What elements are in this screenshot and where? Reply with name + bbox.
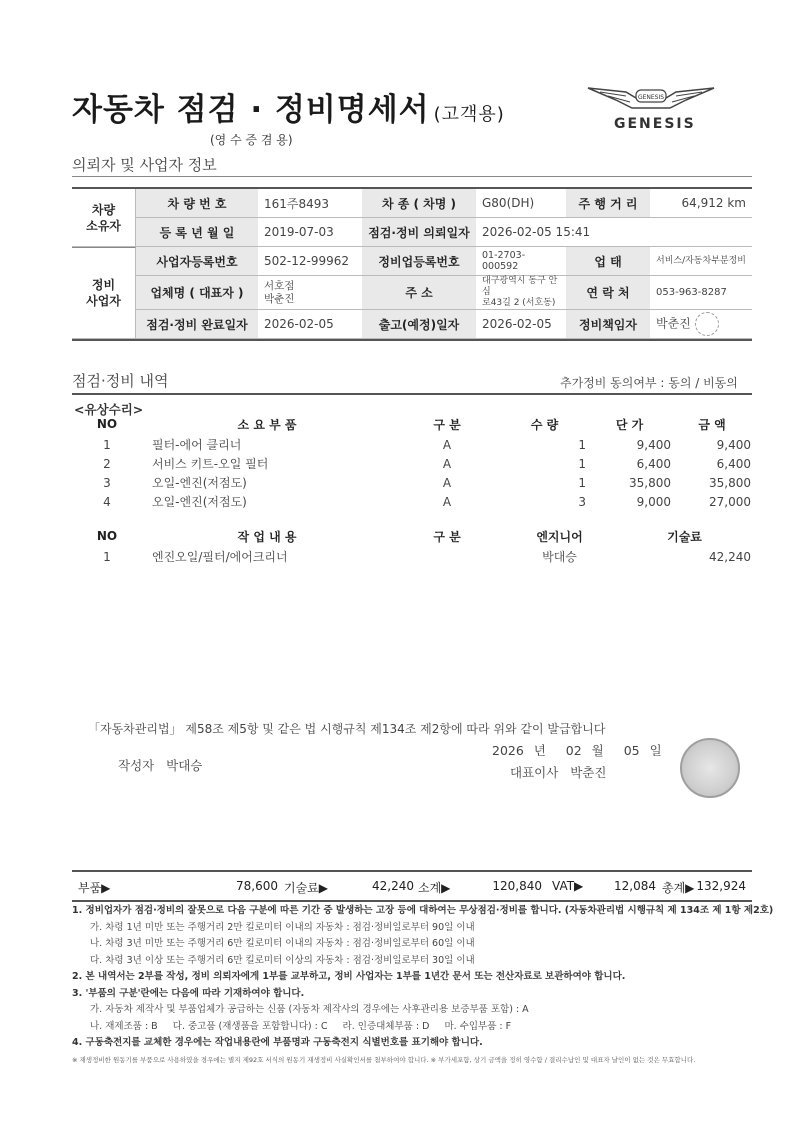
part-type: A: [442, 437, 452, 452]
table-row: [72, 547, 752, 566]
mileage: 64,912 km: [650, 189, 752, 218]
divider: [72, 393, 752, 395]
manager-seal-icon: [695, 312, 719, 336]
work-engineer: 박대승: [542, 550, 577, 564]
table-row: [72, 473, 752, 492]
car-model-label: 차 종 ( 차명 ): [362, 189, 476, 218]
company-cell: [258, 276, 362, 310]
parts-header-no: NO: [96, 417, 118, 431]
part-name: 오일-엔진(저점도): [152, 495, 247, 509]
part-type: A: [442, 456, 452, 471]
representative-line: 대표이사 박춘진: [510, 765, 607, 780]
reg-date: 2019-07-03: [258, 218, 362, 247]
company-seal-icon: [680, 738, 740, 798]
note-2: 2. 본 내역서는 2부를 작성, 정비 의뢰자에게 1부를 교부하고, 정비 사업자는 1부를 1년간 문서 또는 전산자료로 보관하여야 합니다.: [72, 971, 626, 982]
writer-line: 작성자 박대승: [118, 758, 203, 773]
title-main: 자동차 점검 · 정비명세서: [72, 92, 430, 128]
labor-total-value: 42,240: [372, 879, 414, 893]
release-date: 2026-02-05: [476, 310, 566, 339]
part-unit-price: 9,400: [636, 437, 671, 452]
owner-group-label: 차량 소유자: [72, 189, 136, 247]
parts-header-amount: 금 액: [698, 417, 726, 432]
notes: [72, 903, 774, 1066]
part-no: 2: [103, 456, 111, 471]
vat-label: VAT▶: [552, 879, 584, 893]
release-date-label: 출고(예정)일자: [362, 310, 476, 339]
work-no: 1: [103, 549, 111, 564]
part-amount: 6,400: [716, 456, 751, 471]
biz-type: 서비스/자동차부분정비: [650, 247, 752, 276]
part-amount: 27,000: [709, 494, 751, 509]
work-fee: 42,240: [709, 549, 751, 564]
note-1c: 다. 차령 3년 이상 또는 주행거리 6만 킬로미터 이상의 자동차 : 점검·정비일로부터 30일 이내: [90, 954, 475, 966]
part-type: A: [442, 475, 452, 490]
info-table: [72, 187, 752, 341]
manager-name: 박춘진: [656, 316, 691, 331]
part-name: 필터-에어 클리너: [152, 438, 242, 452]
complete-date: 2026-02-05: [258, 310, 362, 339]
subtotal-value: 120,840: [492, 879, 542, 893]
parts-header-unit-price: 단 가: [615, 417, 644, 432]
biz-reg-label: 사업자등록번호: [136, 247, 258, 276]
request-date: 2026-02-05 15:41: [476, 218, 752, 247]
grand-total-label: 총계▶: [662, 881, 695, 895]
labor-total-label: 기술료▶: [284, 881, 329, 895]
repair-reg-number: 01-2703-000592: [476, 247, 566, 276]
contact-label: 연 락 처: [566, 276, 650, 310]
address-cell: [476, 276, 566, 310]
parts-header-type: 구 분: [433, 417, 461, 432]
car-number: 161주8493: [258, 189, 362, 218]
work-table: [72, 525, 752, 566]
part-no: 4: [103, 494, 111, 509]
business-group-label: 정비 사업자: [72, 247, 136, 339]
title-sub: (고객용): [433, 104, 505, 125]
grand-total-value: 132,924: [696, 879, 746, 893]
parts-header-qty: 수 량: [530, 417, 559, 432]
parts-total-value: 78,600: [236, 879, 278, 893]
part-name: 서비스 키트-오일 필터: [152, 457, 269, 471]
section-title-details: 점검·정비 내역: [72, 372, 169, 390]
note-3: 3. '부품의 구분'란에는 다음에 따라 기재하여야 합니다.: [72, 987, 305, 999]
part-no: 3: [103, 475, 111, 490]
biz-type-label: 업 태: [566, 247, 650, 276]
address-line1: 대구광역시 동구 안심: [482, 276, 558, 297]
footnote: ※ 재생정비한 원동기를 부품으로 사용하였을 경우에는 별지 제92호 서식의 원동기 재생정비 사실확인서를 첨부하여야 합니다. ※ 부가세포함, 상기 금액을 정히 영수함 / 결리수납인 및 대표자 날인이 없는 것은 무효합니다.: [72, 1055, 696, 1064]
parts-header-row: [72, 413, 752, 435]
work-header-engineer: 엔지니어: [536, 529, 583, 544]
part-unit-price: 35,800: [629, 475, 671, 490]
repair-reg-label: 정비업등록번호: [362, 247, 476, 276]
legal-statement: 「자동차관리법」 제58조 제5항 및 같은 법 시행규칙 제134조 제2항에 따라 위와 같이 발급합니다: [88, 722, 606, 736]
work-header-no: NO: [96, 529, 118, 543]
extra-consent-note: 추가정비 동의여부 : 동의 / 비동의: [560, 376, 738, 390]
part-amount: 35,800: [709, 475, 751, 490]
divider: [72, 176, 752, 177]
part-amount: 9,400: [716, 437, 751, 452]
biz-reg-number: 502-12-99962: [258, 247, 362, 276]
company-label: 업체명 ( 대표자 ): [136, 276, 258, 310]
part-qty: 3: [578, 494, 586, 509]
parts-header-part: 소 요 부 품: [237, 417, 297, 432]
company-name: 서호점: [264, 279, 295, 292]
reg-date-label: 등 록 년 월 일: [136, 218, 258, 247]
address-label: 주 소: [362, 276, 476, 310]
contact: 053-963-8287: [650, 276, 752, 310]
car-model: G80(DH): [476, 189, 566, 218]
work-header-type: 구 분: [433, 529, 461, 544]
work-header-work: 작 업 내 용: [237, 529, 297, 544]
manager-label: 정비책임자: [566, 310, 650, 339]
parts-table: [72, 413, 752, 511]
note-1b: 나. 차령 3년 미만 또는 주행거리 6만 킬로미터 이내의 자동차 : 점검·정비일로부터 60일 이내: [90, 938, 475, 949]
part-qty: 1: [578, 456, 586, 471]
note-1: 1. 정비업자가 점검·정비의 잘못으로 다음 구분에 따른 기간 중 발생하는 고장 등에 대하여는 무상점검·정비를 합니다. (자동차관리법 시행규칙 제 134조 제 1항 제2호): [72, 905, 774, 916]
note-3b: 나. 재제조품 : B 다. 중고품 (재생품을 포함합니다) : C 라. 인증대체부품 : D 마. 수입부품 : F: [90, 1020, 512, 1032]
work-header-row: [72, 525, 752, 547]
request-date-label: 점검·정비 의뢰일자: [362, 218, 476, 247]
part-qty: 1: [578, 475, 586, 490]
part-name: 오일-엔진(저점도): [152, 476, 247, 490]
table-row: [72, 454, 752, 473]
mileage-label: 주 행 거 리: [566, 189, 650, 218]
document-title: [72, 84, 505, 129]
table-row: [72, 435, 752, 454]
work-header-fee: 기술료: [667, 529, 702, 544]
address-line2: 로43길 2 (서호동): [482, 298, 556, 308]
part-unit-price: 6,400: [636, 456, 671, 471]
vat-value: 12,084: [614, 879, 656, 893]
note-1a: 가. 차령 1년 미만 또는 주행거리 2만 킬로미터 이내의 자동차 : 점검·정비일로부터 90일 이내: [90, 921, 475, 933]
complete-date-label: 점검·정비 완료일자: [136, 310, 258, 339]
logo-badge-text: GENESIS: [637, 94, 665, 101]
paid-repair-subtitle: <유상수리>: [74, 402, 144, 417]
part-no: 1: [103, 437, 111, 452]
work-description: 엔진오일/필터/에어크리너: [152, 550, 288, 564]
manager-cell: [650, 310, 752, 339]
note-3a: 가. 자동차 제작사 및 부품업체가 공급하는 신품 (자동차 제작사의 경우에는 사후관리용 보증부품 포함) : A: [90, 1004, 529, 1015]
receipt-note: (영 수 증 겸 용): [210, 133, 293, 147]
part-qty: 1: [578, 437, 586, 452]
parts-total-label: 부품▶: [78, 881, 111, 895]
note-4: 4. 구동축전지를 교체한 경우에는 작업내용란에 부품명과 구동축전지 식별번호를 표기해야 합니다.: [72, 1037, 483, 1048]
company-rep: 박춘진: [264, 292, 295, 305]
totals-bar: [72, 870, 752, 902]
subtotal-label: 소계▶: [418, 881, 451, 895]
section-title-owner-business: 의뢰자 및 사업자 정보: [72, 156, 217, 174]
part-type: A: [442, 494, 452, 509]
part-unit-price: 9,000: [636, 494, 671, 509]
work-type: [392, 547, 502, 566]
brand-name: GENESIS: [614, 116, 696, 132]
car-number-label: 차 량 번 호: [136, 189, 258, 218]
issue-date: 2026 년 02 월 05 일: [492, 743, 662, 758]
table-row: [72, 492, 752, 511]
